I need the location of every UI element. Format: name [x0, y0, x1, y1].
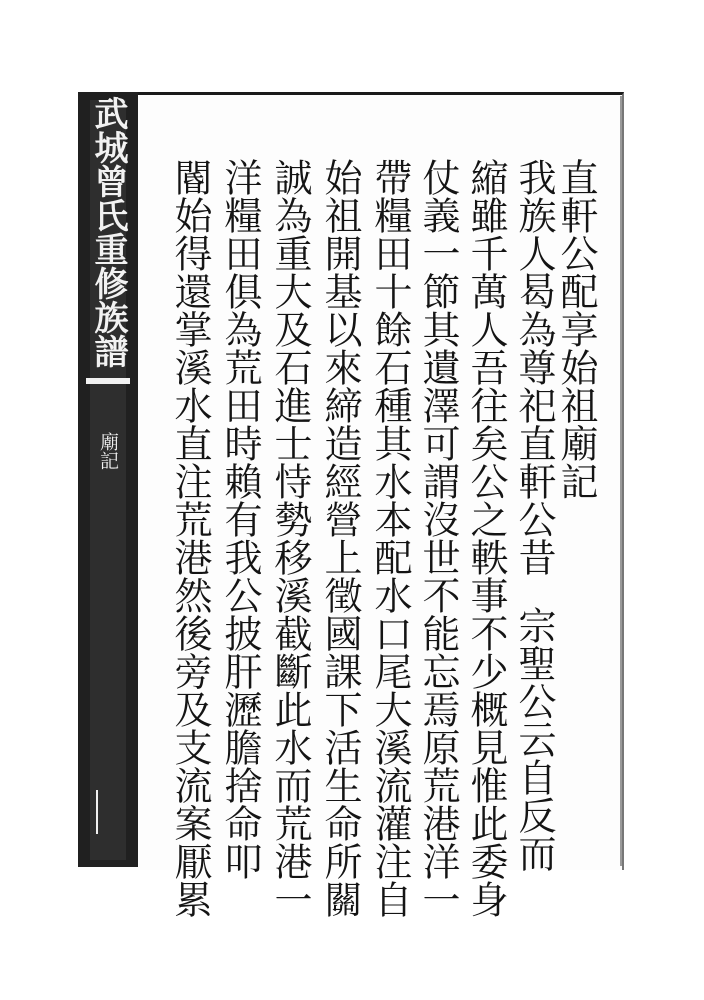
text-column-1: 我族人曷為尊祀直軒公昔	[512, 158, 556, 576]
text-column-6: 誠為重大及石進士恃勢移溪截斷此水而荒港一	[268, 158, 312, 918]
text-column-8: 閽始得還掌溪水直注荒港然後旁及支流案厭累	[168, 158, 212, 918]
text-column-2: 縮雖千萬人吾往矣公之軼事不少概見惟此委身	[464, 158, 508, 918]
document-title: 直軒公配享始祖廟記	[554, 158, 598, 500]
inset-phrase: 宗聖公云自反而	[512, 606, 556, 872]
text-column-7: 洋糧田俱為荒田時賴有我公披肝瀝膽捨命叩	[218, 158, 262, 880]
text-column-4: 帶糧田十餘石種其水本配水口尾大溪流灌注自	[368, 158, 412, 918]
spine-book-title: 武城曾氏重修族譜	[88, 96, 128, 368]
page-edge	[620, 96, 622, 866]
text-column-5: 始祖開基以來締造經營上徵國課下活生命所關	[318, 158, 362, 918]
spine-fishtail-mark	[86, 378, 130, 384]
spine-section-label: 廟記	[97, 432, 119, 470]
text-column-3: 仗義一節其遺澤可謂沒世不能忘焉原荒港洋一	[416, 158, 460, 918]
spine-footer-rule	[96, 790, 122, 834]
